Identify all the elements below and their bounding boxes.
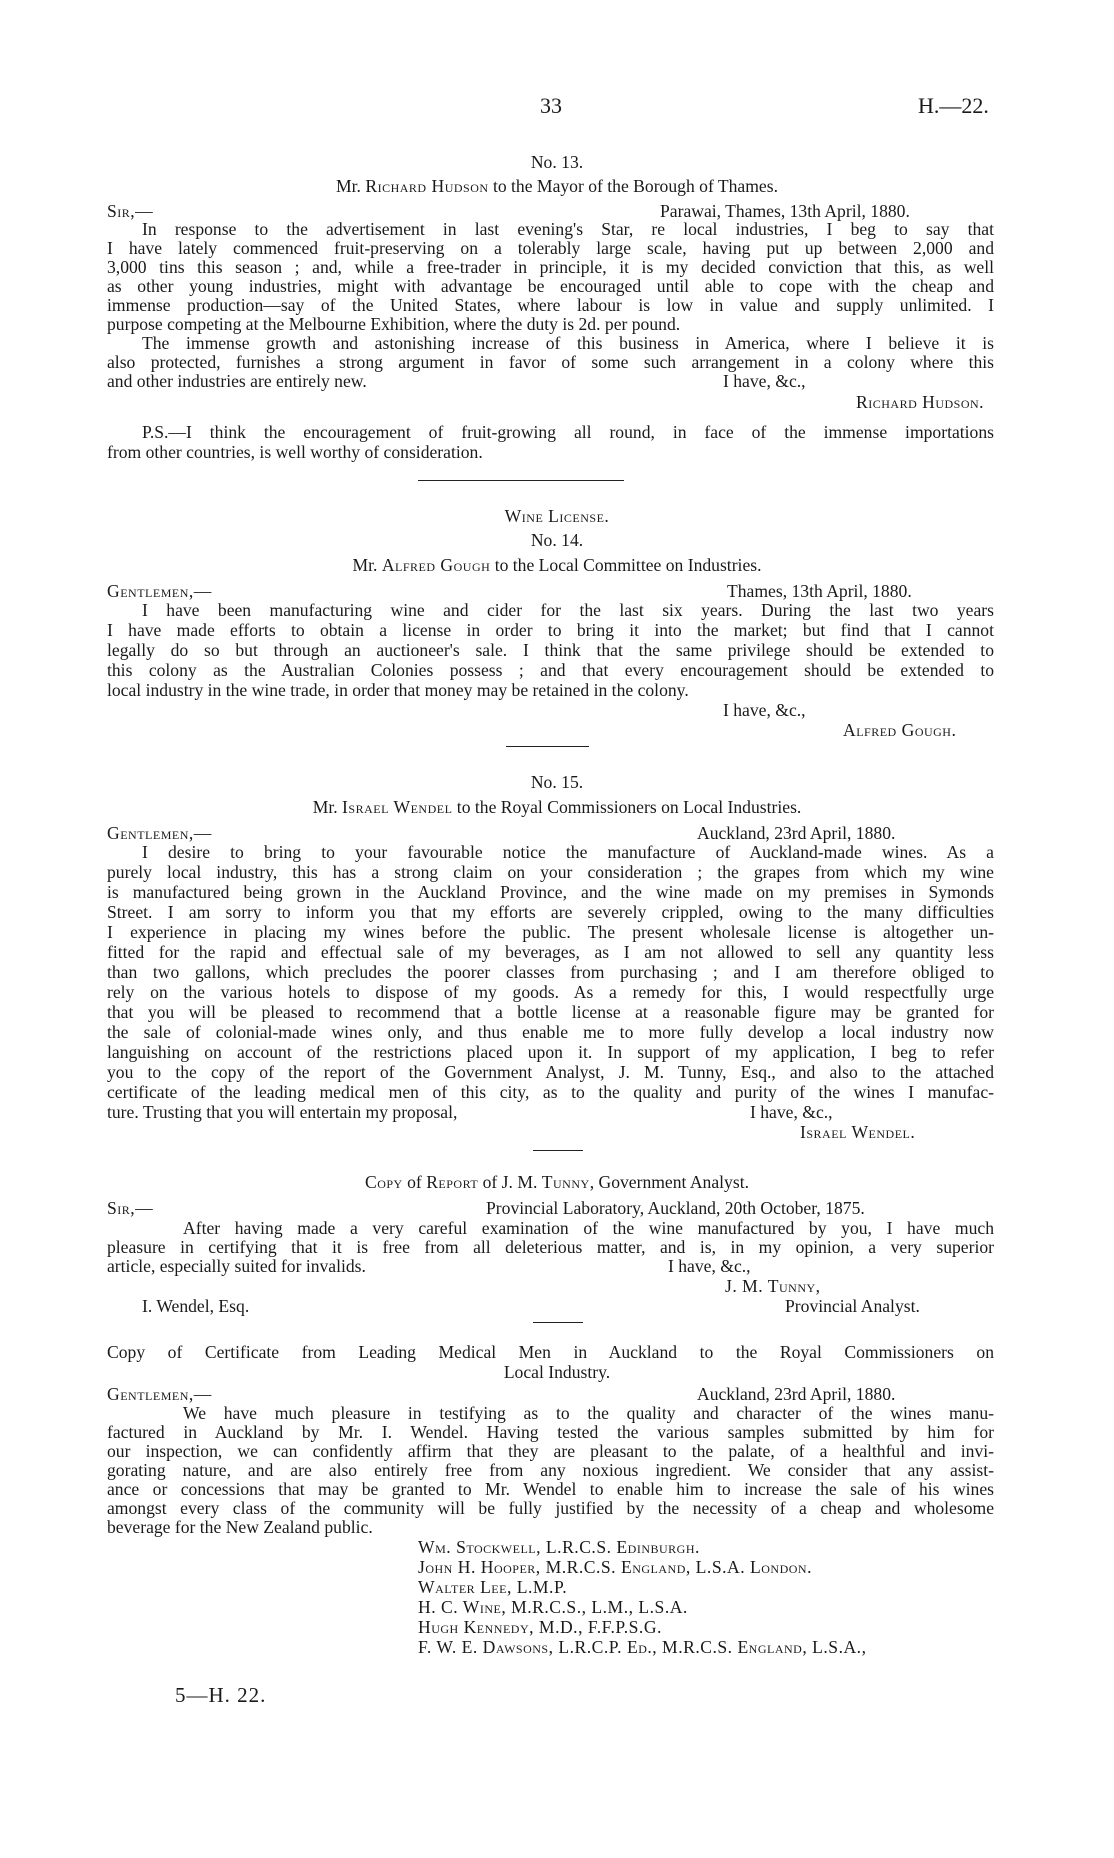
certificate-salutation: Gentlemen,—: [107, 1384, 212, 1404]
letter-13-author: Richard Hudson: [365, 176, 489, 196]
letter-13-postscript-line: P.S.—I think the encouragement of fruit-growing all round, in face of the immense importations: [142, 422, 994, 442]
certificate-body-line: We have much pleasure in testifying as to the quality and character of the wines manu-: [183, 1403, 994, 1423]
letter-15-signature: Israel Wendel.: [800, 1122, 916, 1142]
footer-signature-mark: 5—H. 22.: [175, 1683, 267, 1707]
letter-14-body-line: I have been manufacturing wine and cider for the last six years. During the last two years: [142, 600, 994, 620]
letter-15-body-line: I experience in placing my wines before the public. The present wholesale license is altogether un-: [107, 922, 994, 942]
certificate-body-line: amongst every class of the community will be fully justified by the necessity of a cheap and wholesome: [107, 1498, 994, 1518]
letter-13-signature: Richard Hudson.: [856, 392, 985, 412]
letter-15-body-line: that you will be pleased to recommend that a bottle license at a reasonable figure may be granted for: [107, 1002, 994, 1022]
report-body-line: After having made a very careful examination of the wine manufactured by you, I have much: [183, 1218, 994, 1238]
letter-14-body-line: local industry in the wine trade, in order that money may be retained in the colony.: [107, 680, 689, 700]
letter-13-title-post: to the Mayor of the Borough of Thames.: [488, 176, 778, 196]
certificate-body-line: our inspection, we can confidently affirm that they are pleasant to the palate, of a healthful and invi-: [107, 1441, 994, 1461]
letter-14-title-post: to the Local Committee on Industries.: [490, 555, 762, 575]
report-body-line: article, especially suited for invalids.: [107, 1256, 366, 1276]
document-reference: H.—22.: [918, 93, 989, 118]
letter-13-title: [0, 176, 1114, 196]
letter-14-title: [0, 555, 1114, 575]
report-signature: J. M. Tunny,: [725, 1276, 821, 1296]
letter-13-body-line: 3,000 tins this season ; and, while a free-trader in principle, it is my decided conviction that this, as well: [107, 257, 994, 277]
letter-15-body-line: you to the copy of the report of the Government Analyst, J. M. Tunny, Esq., and also to the attached: [107, 1062, 994, 1082]
letter-15-author: Israel Wendel: [342, 797, 453, 817]
letter-14-salutation: Gentlemen,—: [107, 581, 212, 601]
letter-15-body-line: the sale of colonial-made wines only, and thus enable me to more fully develop a local industry now: [107, 1022, 994, 1042]
report-signature-title: Provincial Analyst.: [785, 1296, 920, 1316]
letter-15-body-line: I desire to bring to your favourable notice the manufacture of Auckland-made wines. As a: [142, 842, 994, 862]
certificate-signatory: Wm. Stockwell, L.R.C.S. Edinburgh.: [418, 1537, 700, 1557]
letter-15-salutation: Gentlemen,—: [107, 823, 212, 843]
certificate-signatory: John H. Hooper, M.R.C.S. England, L.S.A. London.: [418, 1557, 812, 1577]
letter-15-body-line: ture. Trusting that you will entertain my proposal,: [107, 1102, 458, 1122]
report-title-of-jm: of J. M.: [478, 1172, 542, 1192]
report-body-line: pleasure in certifying that it is free from all deleterious matter, and is, in my opinion, a very superior: [107, 1237, 994, 1257]
letter-13-title-pre: Mr.: [336, 176, 366, 196]
certificate-title-line: Copy of Certificate from Leading Medical Men in Auckland to the Royal Commissioners on: [107, 1342, 994, 1362]
report-place-date: Provincial Laboratory, Auckland, 20th October, 1875.: [486, 1198, 865, 1218]
certificate-title-line: Local Industry.: [503, 1362, 611, 1382]
letter-15-title-pre: Mr.: [312, 797, 343, 817]
report-title-report: Report: [426, 1172, 479, 1192]
certificate-body-line: ance or concessions that may be granted to Mr. Wendel to enable him to increase the sale of his wines: [107, 1479, 994, 1499]
certificate-signatory: H. C. Wine, M.R.C.S., L.M., L.S.A.: [418, 1597, 688, 1617]
certificate-place-date: Auckland, 23rd April, 1880.: [697, 1384, 896, 1404]
letter-14-signature: Alfred Gough.: [843, 720, 957, 740]
section-divider: [418, 480, 624, 481]
report-title-copy: Copy: [364, 1172, 403, 1192]
letter-15-body-line: languishing on account of the restrictions placed upon it. In support of my application, I beg to refer: [107, 1042, 994, 1062]
letter-15-body-line: purely local industry, this has a strong claim on your consideration ; the grapes from which my wine: [107, 862, 994, 882]
letter-13-body-line: immense production—say of the United States, where labour is low in value and supply unlimited. I: [107, 295, 994, 315]
letter-13-place-date: Parawai, Thames, 13th April, 1880.: [660, 201, 910, 221]
letter-13-body-line: also protected, furnishes a strong argument in favor of some such arrangement in a colony where this: [107, 352, 994, 372]
letter-13-postscript-line: from other countries, is well worthy of consideration.: [107, 442, 483, 462]
letter-15-body-line: fitted for the rapid and effectual sale of my beverages, as I am not allowed to sell any quantity less: [107, 942, 994, 962]
letter-14-body-line: this colony as the Australian Colonies possess ; and that every encouragement should be extended to: [107, 660, 994, 680]
letter-14-place-date: Thames, 13th April, 1880.: [727, 581, 912, 601]
letter-14-heading: Wine License.: [504, 506, 610, 526]
letter-15-closing: I have, &c.,: [750, 1102, 833, 1122]
letter-13-body-line: and other industries are entirely new.: [107, 371, 367, 391]
page-number: 33: [540, 93, 562, 118]
letter-13-body-line: purpose competing at the Melbourne Exhibition, where the duty is 2d. per pound.: [107, 314, 681, 334]
letter-15-body-line: is manufactured being grown in the Auckland Province, and the wine made on my premises in Symonds: [107, 882, 994, 902]
certificate-signatory: Walter Lee, L.M.P.: [418, 1577, 568, 1597]
section-divider: [533, 1150, 583, 1151]
report-title-of: of: [402, 1172, 427, 1192]
letter-13-body-line: In response to the advertisement in last evening's Star, re local industries, I beg to say that: [142, 219, 994, 239]
certificate-body-line: factured in Auckland by Mr. I. Wendel. Having tested the various samples submitted by him for: [107, 1422, 994, 1442]
letter-14-number: No. 14.: [530, 530, 584, 550]
certificate-body-line: beverage for the New Zealand public.: [107, 1517, 373, 1537]
certificate-signatory: F. W. E. Dawsons, L.R.C.P. Ed., M.R.C.S. England, L.S.A.,: [418, 1637, 867, 1657]
report-closing: I have, &c.,: [668, 1256, 751, 1276]
letter-15-body-line: Street. I am sorry to inform you that my efforts are severely crippled, owing to the many difficulties: [107, 902, 994, 922]
section-divider: [533, 1322, 583, 1323]
letter-15-title-post: to the Royal Commissioners on Local Industries.: [452, 797, 802, 817]
report-title: [0, 1172, 1114, 1192]
section-divider: [506, 746, 589, 747]
certificate-signatory: Hugh Kennedy, M.D., F.F.P.S.G.: [418, 1617, 662, 1637]
letter-15-number: No. 15.: [530, 772, 584, 792]
letter-15-body-line: certificate of the leading medical men of this city, as to the quality and purity of the wines I manufac-: [107, 1082, 994, 1102]
letter-15-title: [0, 797, 1114, 817]
report-title-name: Tunny: [541, 1172, 590, 1192]
letter-15-body-line: rely on the various hotels to dispose of my goods. As a remedy for this, I would respectfully urge: [107, 982, 994, 1002]
letter-13-body-line: as other young industries, might with advantage be encouraged until able to cope with the cheap and: [107, 276, 994, 296]
letter-14-body-line: legally do so but through an auctioneer's sale. I think that the same privilege should be extended to: [107, 640, 994, 660]
letter-13-body-line: The immense growth and astonishing increase of this business in America, where I believe it is: [142, 333, 994, 353]
letter-13-salutation: Sir,—: [107, 201, 154, 221]
letter-13-closing: I have, &c.,: [723, 371, 806, 391]
letter-15-place-date: Auckland, 23rd April, 1880.: [697, 823, 896, 843]
report-addressee: I. Wendel, Esq.: [142, 1296, 250, 1316]
letter-14-body-line: I have made efforts to obtain a license in order to bring it into the market; but find that I cannot: [107, 620, 994, 640]
letter-14-closing: I have, &c.,: [723, 700, 806, 720]
letter-15-body-line: than two gallons, which precludes the poorer classes from purchasing ; and I am therefore obliged to: [107, 962, 994, 982]
letter-13-body-line: I have lately commenced fruit-preserving on a tolerably large scale, having put up between 2,000 and: [107, 238, 994, 258]
report-title-post: , Government Analyst.: [589, 1172, 749, 1192]
certificate-body-line: gorating nature, and are also entirely free from any noxious ingredient. We consider that any assist-: [107, 1460, 994, 1480]
letter-14-title-pre: Mr.: [352, 555, 382, 575]
letter-13-number: No. 13.: [530, 152, 584, 172]
letter-14-author: Alfred Gough: [381, 555, 491, 575]
report-salutation: Sir,—: [107, 1198, 154, 1218]
